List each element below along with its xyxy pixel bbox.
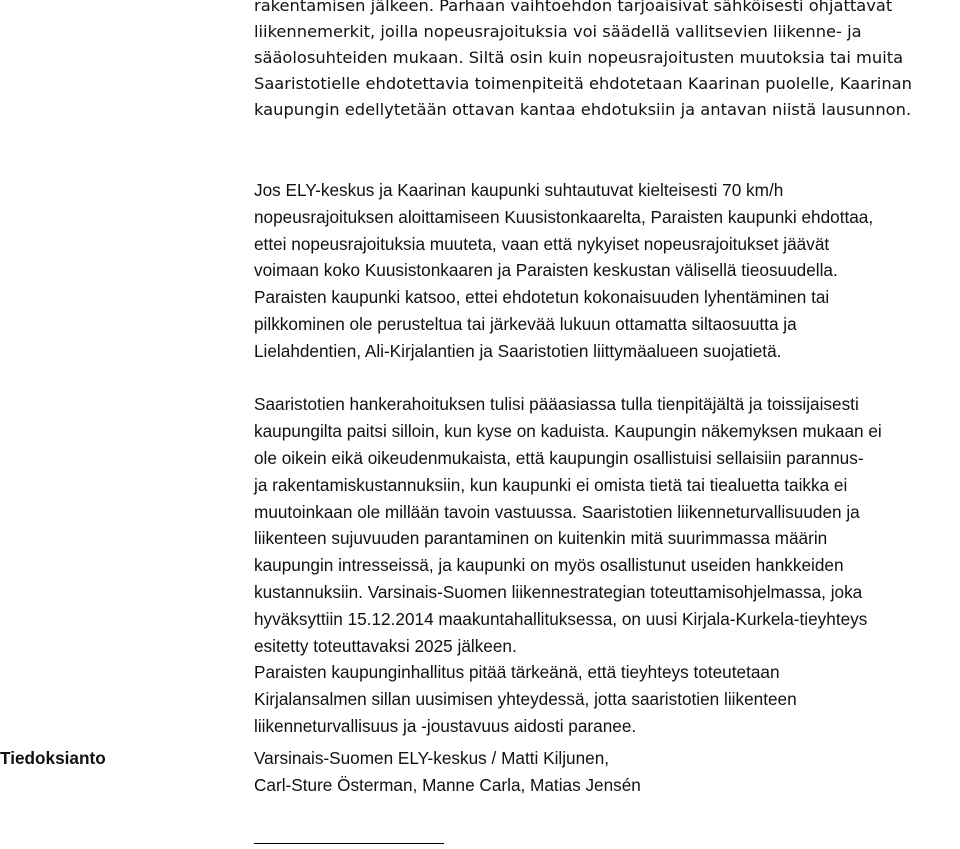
text-line: kustannuksiin. Varsinais-Suomen liikennestrategian toteuttamisohjelmassa, joka — [254, 581, 863, 602]
text-line: liikennemerkit, joilla nopeusrajoituksia voi säädellä vallitsevien liikenne- ja — [254, 22, 862, 41]
text-line: ole oikein eikä oikeudenmukaista, että kaupungin osallistuisi sellaisiin parannus- — [254, 447, 864, 468]
distribution-list — [254, 745, 954, 799]
text-line: ja rakentamiskustannuksiin, kun kaupunki ei omista tietä tai tiealuetta taikka ei — [254, 474, 848, 495]
distribution-line: Carl-Sture Österman, Manne Carla, Matias Jensén — [254, 774, 641, 795]
text-line: Paraisten kaupunginhallitus pitää tärkeänä, että tieyhteys toteutetaan — [254, 662, 780, 683]
signature-rule — [254, 843, 444, 844]
text-line: Jos ELY-keskus ja Kaarinan kaupunki suhtautuvat kielteisesti 70 km/h — [254, 180, 784, 200]
text-line: rakentamisen jälkeen. Parhaan vaihtoehdon tarjoaisivat sähköisesti ohjattavat — [254, 0, 893, 15]
paragraph-spacer — [254, 365, 954, 392]
text-line: pilkkominen ole perusteltua tai järkevää lukuun ottamatta siltaosuutta ja — [254, 313, 797, 334]
text-line: nopeusrajoituksen aloittamiseen Kuusistonkaarelta, Paraisten kaupunki ehdottaa, — [254, 206, 874, 227]
text-line: esitetty toteuttavaksi 2025 jälkeen. — [254, 635, 517, 656]
text-line: Saaristotielle ehdotettavia toimenpiteitä ehdotetaan Kaarinan puolelle, Kaarinan — [254, 74, 912, 93]
text-line: ettei nopeusrajoituksia muuteta, vaan että nykyiset nopeusrajoitukset jäävät — [254, 233, 830, 254]
text-line: liikenneturvallisuus ja -joustavuus aidosti paranee. — [254, 715, 637, 736]
distribution-label: Tiedoksianto — [0, 748, 106, 768]
text-line: voimaan koko Kuusistonkaaren ja Paraisten keskustan välisellä tieosuudella. — [254, 260, 838, 281]
text-line: Kirjalansalmen sillan uusimisen yhteydessä, jotta saaristotien liikenteen — [254, 689, 797, 710]
text-line: sääolosuhteiden mukaan. Siltä osin kuin nopeusrajoitusten muutoksia tai muita — [254, 48, 904, 67]
top-paragraph — [254, 0, 954, 123]
text-line: Paraisten kaupunki katsoo, ettei ehdotetun kokonaisuuden lyhentäminen tai — [254, 287, 830, 308]
speed-limit-paragraph — [254, 177, 954, 365]
text-line: muutoinkaan ole millään tavoin vastuussa. Saaristotien liikenneturvallisuuden ja — [254, 501, 860, 522]
main-body — [254, 177, 954, 740]
text-line: kaupungin edellytetään ottavan kantaa ehdotuksiin ja antavan niistä lausunnon. — [254, 100, 912, 119]
text-line: hyväksyttiin 15.12.2014 maakuntahallituksessa, on uusi Kirjala-Kurkela-tieyhteys — [254, 608, 868, 629]
text-line: Saaristotien hankerahoituksen tulisi pääasiassa tulla tienpitäjältä ja toissijaisesti — [254, 394, 859, 415]
text-line: kaupungin intresseissä, ja kaupunki on myös osallistunut useiden hankkeiden — [254, 555, 844, 576]
text-line: kaupungilta paitsi silloin, kun kyse on kaduista. Kaupungin näkemyksen mukaan ei — [254, 421, 882, 442]
text-line: Lielahdentien, Ali-Kirjalantien ja Saaristotien liittymäalueen suojatietä. — [254, 340, 782, 361]
distribution-line: Varsinais-Suomen ELY-keskus / Matti Kiljunen, — [254, 748, 610, 768]
text-line: liikenteen sujuvuuden parantaminen on kuitenkin mitä suurimmassa määrin — [254, 528, 828, 549]
funding-paragraph — [254, 391, 954, 739]
